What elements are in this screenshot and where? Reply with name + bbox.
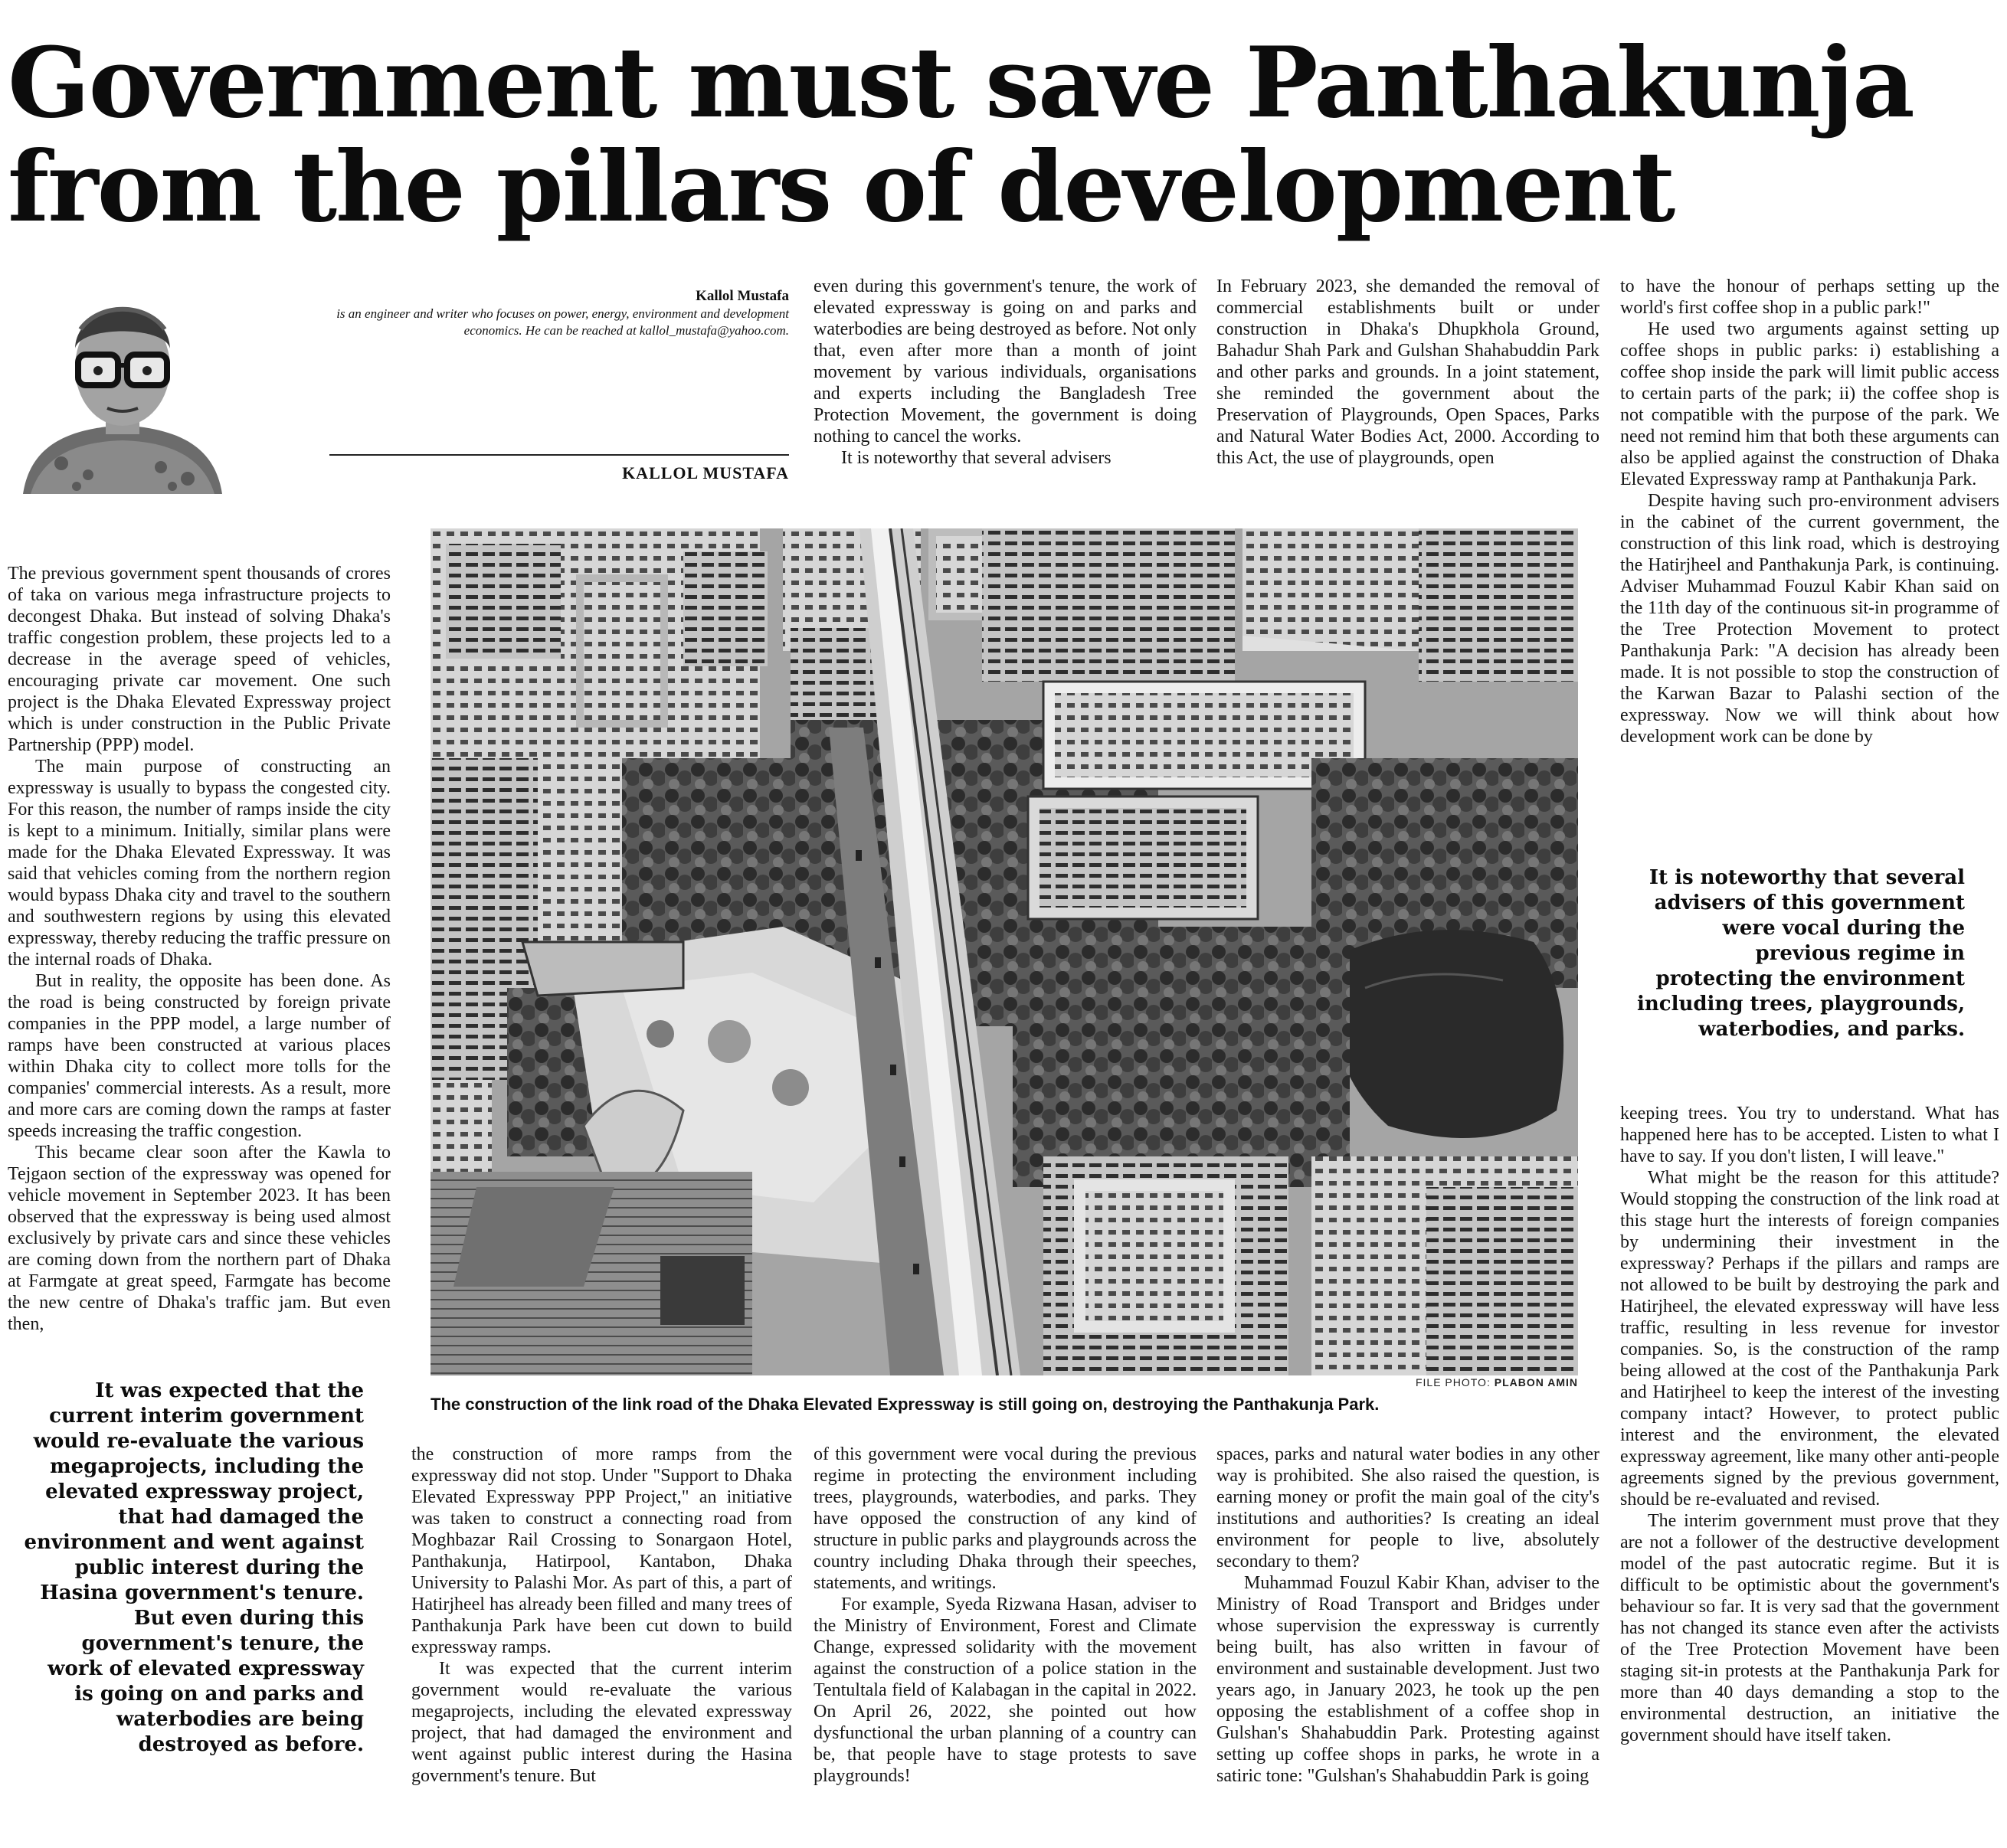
author-bio: is an engineer and writer who focuses on power, energy, environment and development economics. He can be reached at kallol_mustafa@yahoo.com. <box>336 306 789 338</box>
body-column-1 <box>8 563 391 1335</box>
paragraph: This became clear soon after the Kawla to Tejgaon section of the expressway was opened for vehicle movement in September 2023. It has been observed that the expressway is being used almost exclusively by private cars and since these vehicles are coming down from the northern part of Dhaka at Farmgate at great speed, Farmgate has become the new centre of Dhaka's traffic jam. But even then, <box>8 1143 391 1334</box>
paragraph: In February 2023, she demanded the removal of commercial establishments built or under construction in Dhaka's Dhupkhola Ground, Bahadur Shah Park and Gulshan Shahabuddin Park and other parks and grounds. In a joint statement, she reminded the government about the Preservation of Playgrounds, Open Spaces, Parks and Natural Water Bodies Act, 2000. According to this Act, the use of playgrounds, open <box>1216 276 1599 468</box>
body-column-4-top <box>1216 276 1599 469</box>
body-column-5-bottom <box>1620 1103 1999 1746</box>
body-column-3-top <box>814 276 1197 469</box>
headline: Government must save Panthakunja from the pillars of development <box>8 26 1914 244</box>
author-photo <box>8 272 237 494</box>
photo-credit-name: PLABON AMIN <box>1494 1376 1578 1388</box>
author-meta <box>283 287 789 339</box>
paragraph: keeping trees. You try to understand. What has happened here has to be accepted. Listen to what I have to say. If you don't listen, I will leave." <box>1620 1104 1999 1166</box>
author-byline <box>8 272 789 494</box>
paragraph: The previous government spent thousands of crores of taka on various mega infrastructure projects to decongest Dhaka. But instead of solving Dhaka's traffic congestion problem, these projects led to a decrease in the average speed of vehicles, encouraging private car movement. One such project is the Dhaka Elevated Expressway project which is under construction in the Public Private Partnership (PPP) model. <box>8 564 391 755</box>
pull-quote-left: It was expected that the current interim government would re-evaluate the various megaprojects, including the elevated expressway project, that had damaged the environment and went against public interest during the Hasina government's tenure. But even during this government's tenure, the work of elevated expressway is going on and parks and waterbodies are being destroyed as before. <box>24 1379 364 1756</box>
body-column-5-top <box>1620 276 1999 747</box>
paragraph: of this government were vocal during the previous regime in protecting the environment including trees, playgrounds, waterbodies, and parks. They have opposed the construction of any kind of structure in public parks and playgrounds across the country including Dhaka through their speeches, statements, and writings. <box>814 1444 1197 1593</box>
photo-credit <box>1375 1376 1578 1388</box>
paragraph: What might be the reason for this attitude? Would stopping the construction of the link road at this stage hurt the interests of foreign companies by undermining their investment in the expressway? Perhaps if the pillars and ramps are not allowed to be built by destroying the park and Hatirjheel, the elevated expressway will have less traffic, resulting in less revenue for investor companies. So, is the construction of the ramp being allowed at the cost of the Panthakunja Park and Hatirjheel to keep the interest of the investing company intact? However, to protect public interest and the environment, the elevated expressway agreement, like many other anti-people agreements signed by the previous government, should be re-evaluated and revised. <box>1620 1168 1999 1509</box>
paragraph: the construction of more ramps from the expressway did not stop. Under "Support to Dhaka Elevated Expressway PPP Project," an initiative was taken to construct a connecting road from Moghbazar Rail Crossing to Sonargaon Hotel, Panthakunja, Hatirpool, Kantabon, Dhaka University to Palashi Mor. As part of this, a part of Hatirjheel has already been filled and many trees of Panthakunja Park have been cut down to build expressway ramps. <box>411 1444 792 1657</box>
byline-rule <box>329 454 789 456</box>
pull-quote-right: It is noteworthy that several advisers of this government were vocal during the previous regime in protecting the environment including trees, playgrounds, waterbodies, and parks. <box>1636 866 1965 1041</box>
paragraph: He used two arguments against setting up coffee shops in public parks: i) establishing a coffee shop inside the park will limit public access to certain parts of the park; ii) the coffee shop is not compatible with the purpose of the park. We need not remind him that both these arguments can also be applied against the construction of Dhaka Elevated Expressway ramp at Panthakunja Park. <box>1620 319 1999 489</box>
paragraph: spaces, parks and natural water bodies in any other way is prohibited. She also raised the question, is earning money or profit the main goal of the city's institutions and authorities? Is creating an ideal environment for people to live, absolutely secondary to them? <box>1216 1444 1599 1572</box>
paragraph: Despite having such pro-environment advisers in the cabinet of the current government, the construction of this link road, which is destroying the Hatirjheel and Panthakunja Park, is continuing. Adviser Muhammad Fouzul Kabir Khan said on the 11th day of the continuous sit-in programme of the Tree Protection Movement to protect Panthakunja Park: "A decision has already been made. It is not possible to stop the construction of the Karwan Bazar to Palashi section of the expressway. Now we will think about how development work can be done by <box>1620 491 1999 747</box>
body-column-2 <box>411 1444 792 1787</box>
paragraph: to have the honour of perhaps setting up the world's first coffee shop in a public park!" <box>1620 276 1999 318</box>
paragraph: But in reality, the opposite has been done. As the road is being constructed by foreign private companies in the PPP model, a large number of ramps have been constructed at various places within Dhaka city to collect more tolls for the companies' commercial interests. As a result, more and more cars are coming down the ramps at faster speeds increasing the traffic congestion. <box>8 971 391 1141</box>
paragraph: The interim government must prove that they are not a follower of the destructive development model of the past autocratic regime. But it is difficult to be optimistic about the government's behaviour so far. It is very sad that the government has not changed its stance even after the activists of the Tree Protection Movement have been staging sit-in protests at the Panthakunja Park for more than 40 days demanding a stop to the environmental destruction, an initiative the government should have itself taken. <box>1620 1511 1999 1745</box>
author-byline-caps: KALLOL MUSTAFA <box>622 463 789 482</box>
photo-credit-label: FILE PHOTO: <box>1415 1376 1491 1388</box>
paragraph: It is noteworthy that several advisers <box>841 448 1112 468</box>
paragraph: even during this government's tenure, the work of elevated expressway is going on and parks and waterbodies are being destroyed as before. Not only that, even after more than a month of joint movement by various individuals, organisations and experts including the Bangladesh Tree Protection Movement, the government is doing nothing to cancel the works. <box>814 276 1197 446</box>
author-name: Kallol Mustafa <box>696 288 789 304</box>
body-column-4-bottom <box>1216 1444 1599 1787</box>
photo-caption: The construction of the link road of the Dhaka Elevated Expressway is still going on, destroying the Panthakunja Park. <box>431 1395 1380 1414</box>
paragraph: Muhammad Fouzul Kabir Khan, adviser to the Ministry of Road Transport and Bridges under whose supervision the expressway is currently being built, has also written in favour of environment and sustainable development. Just two years ago, in January 2023, he took up the pen opposing the establishment of a coffee shop in Gulshan's Shahabuddin Park. Protesting against setting up coffee shops in parks, he wrote in a satiric tone: "Gulshan's Shahabuddin Park is going <box>1216 1573 1599 1786</box>
paragraph: The main purpose of constructing an expressway is usually to bypass the congested city. For this reason, the number of ramps inside the city is kept to a minimum. Initially, similar plans were made for the Dhaka Elevated Expressway. It was said that vehicles coming from the northern region would bypass Dhaka city and travel to the southern and southwestern regions by using this elevated expressway, thereby reducing the traffic pressure on the internal roads of Dhaka. <box>8 757 391 970</box>
body-column-3-bottom <box>814 1444 1197 1787</box>
paragraph: It was expected that the current interim government would re-evaluate the various megaprojects, including the elevated expressway project, that had damaged the environment and went against public interest during the Hasina government's tenure. But <box>411 1659 792 1786</box>
aerial-photo <box>431 528 1578 1375</box>
paragraph: For example, Syeda Rizwana Hasan, adviser to the Ministry of Environment, Forest and Climate Change, expressed solidarity with the movement against the construction of a police station in the Tentultala field of Kalabagan in the capital in 2022. On April 26, 2022, she pointed out how dysfunctional the urban planning of a country can be, that people have to stage protests to save playgrounds! <box>814 1595 1197 1786</box>
